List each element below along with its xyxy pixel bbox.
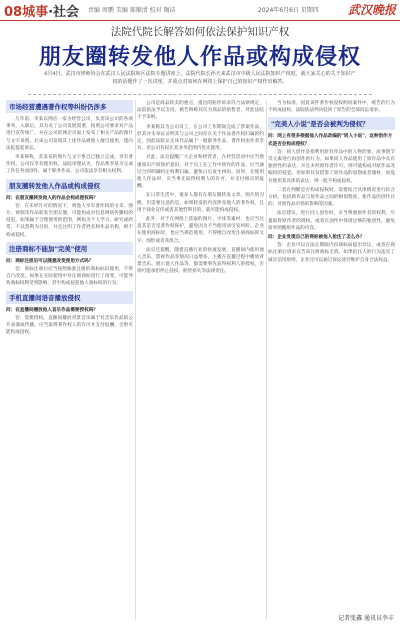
article-kicker: 法院代院长解答如何依法保护知识产权 xyxy=(110,26,290,38)
paragraph: 在日常生活中，很多人都有在朋友圈转发文章、图片的习惯，但需要注意的是，如果转发的内容涉及他人的著作权，且用于商业宣传或者其他营利目的，就可能构成侵权。 xyxy=(137,193,264,213)
paragraph: 答：在未经许可的情况下，将他人享有著作权的文章、图片、视频等作品转发至朋友圈，可能构成对信息网络传播权的侵犯。如果属于合理使用的范围，例如为个人学习、研究或欣赏，不以营利为目的，并且注明了作者姓名和作品名称，则不构成侵权。 xyxy=(6,203,133,238)
subhead: 市场经营遭遇著作权等纠纷仍涉多 xyxy=(6,100,133,113)
question: 问：网上有很多根据他人作品改编的"同人小说"，这种创作方式是否会构成侵权？ xyxy=(268,134,393,147)
paragraph: 答：同人创作是指利用原有作品中的人物形象、故事情节等元素进行再创作的行为。如果同人作品使用了原作品中具有独创性的表达，并且未经原作者许可，则可能构成对原作品改编权的侵犯。但如果仅仅借鉴了原作品的思想或者题材，而没有使用其具体的表达，则一般不构成侵权。 xyxy=(268,149,395,184)
newspaper-brand: 武汉晚报 xyxy=(347,3,396,17)
question: 问：企业发现自己的商标被他人抢注了怎么办？ xyxy=(268,235,365,241)
paragraph: 二者在判断是否构成侵权时，需要结合具体情况进行综合分析，包括新作品与原作品之间的相似程度、新作品的创作目的、对原作品市场的影响等因素。 xyxy=(268,187,395,208)
paragraph: 李某称其为公司员工，在公司工作期间完成了涉案作品，但其并未举证证明其与公司之间存在关于作品著作权归属的约定，因此法院认定该作品属于一般职务作品，著作权由作者享有，但公司有权在其业务范围内优先使用。 xyxy=(137,124,264,152)
subhead: 朋友圈转发他人作品或构成侵权 xyxy=(6,179,133,192)
paragraph: 几年前，李某以网店一家为经营公司，负责该公司的各项事务。入职后，其为贡了公司发展需要，按照公司要求对产品进行宣传推广，并在公司的网店页面上发布了相关产品的图片与文字说明。后该公司发现其上述作品被他人擅自使用，遂向法院提起诉讼。 xyxy=(6,117,133,151)
issue-date: 2024年6月6日 星期四 xyxy=(258,7,319,14)
question: 问：在直播间播放他人音乐作品需要授权吗？ xyxy=(6,307,98,313)
paragraph: 当为标准，因此该件著作权侵权纠纷案件中，被告的行为不构成侵权。法院依法判决驳回了原告的全部诉讼请求。 xyxy=(268,101,395,114)
subhead: "完美人小说"是否会被判为侵权？ xyxy=(268,117,395,130)
subhead: 手机直播间语音播放侵权 xyxy=(6,291,133,304)
divider xyxy=(28,94,372,95)
masthead xyxy=(0,0,400,21)
paragraph: 此外，对于在网络上获取的图片、字体等素材，也应当注意其是否受著作权保护，避免因为不当使用而引发纠纷。企业在使用商标时，也应当规范使用，不得擅自改变注册商标的文字、图形或者其组合。 xyxy=(137,217,264,244)
column-divider xyxy=(266,100,267,620)
paragraph: 答：商标注册后应当按照核准注册的商标标识使用，不得自行改变。如果在实际使用中对注册商标进行了改变，可能导致商标权利受到影响，甚至构成侵犯他人商标权的行为。 xyxy=(6,267,133,287)
paragraph: 李某辩称，其发布的图片与文字系自己独立完成，享有著作权，公司仅享有使用权。法院审理认为，作品系李某为完成工作任务而创作，属于职务作品，公司依法享有相关权利。 xyxy=(6,155,133,175)
article-headline: 朋友圈转发他人作品或构成侵权 xyxy=(38,45,361,70)
question: 问：商标注册后可以随意改变使用方式吗？ xyxy=(6,258,94,264)
paragraph: 答：需要授权。直播间播放背景音乐属于对音乐作品的公开表演或传播，应当取得著作权人的许可并支付报酬，否则可能构成侵权。 xyxy=(6,315,133,336)
paragraph: 公司是商品转卖的重点，提出的赔偿诉求符合法律规定，法院依法予以支持。被告辩称其仅为商品的销售者，对此法院不予采纳。 xyxy=(137,101,264,121)
column-divider xyxy=(135,100,136,620)
paragraph: 法官建议，进行同人创作时，应当尊重原作者的权利，尽量取得原作者的授权，或者在创作中体现足够的独创性，避免简单照搬原作品的内容。 xyxy=(268,211,395,231)
paragraph: 对此，法官提醒广大企业和经营者，在经营活动中应当增强知识产权保护意识，对于员工在工作中创作的作品，应当通过合同明确约定权利归属，避免日后发生纠纷。同时，在使用他人作品时，应当事先取得权利人的许可，并支付相应的报酬。 xyxy=(137,155,264,190)
article-deck: 6月4日，武汉市律师协会在武汉人民法院和区法院专题讲座上，法院代院长孙天来武汉市中级人民法院知识产权庭，就大家关心的关于知识产权的话题作了一次讲座，并重点对如何在网络上保护自己的知识产权作出解答。 xyxy=(44,71,356,85)
editor-credits: 责编 周鹏 美编 郝顺清 校对 陶洁 xyxy=(88,7,176,14)
paragraph: 答：企业可以在法定期限内向商标局提出异议，或者在商标注册后请求宣告该注册商标无效。如果抢注人的行为违反了诚实信用原则，企业还可以通过诉讼途径维护自身合法权益。 xyxy=(268,243,395,263)
column-2 xyxy=(137,100,264,620)
column-1 xyxy=(6,100,133,620)
subhead: 注册商标不能加"完美"使用 xyxy=(6,242,133,255)
question: 问：在朋友圈转发他人的作品会构成侵权吗？ xyxy=(6,195,98,201)
reporter-credit: 记者张鑫 通讯员李丰 xyxy=(338,615,394,622)
section-title: 08城事·社会 xyxy=(4,5,80,20)
paragraph: 法官还提醒，随着直播行业的快速发展，直播间内使用他人音乐、影视作品等情况日益增多。主播在直播过程中播放背景音乐、展示他人作品等，都需要事先获得权利人的授权，否则可能承担停止侵权、赔偿损失等法律责任。 xyxy=(137,247,264,275)
column-3 xyxy=(268,100,395,620)
